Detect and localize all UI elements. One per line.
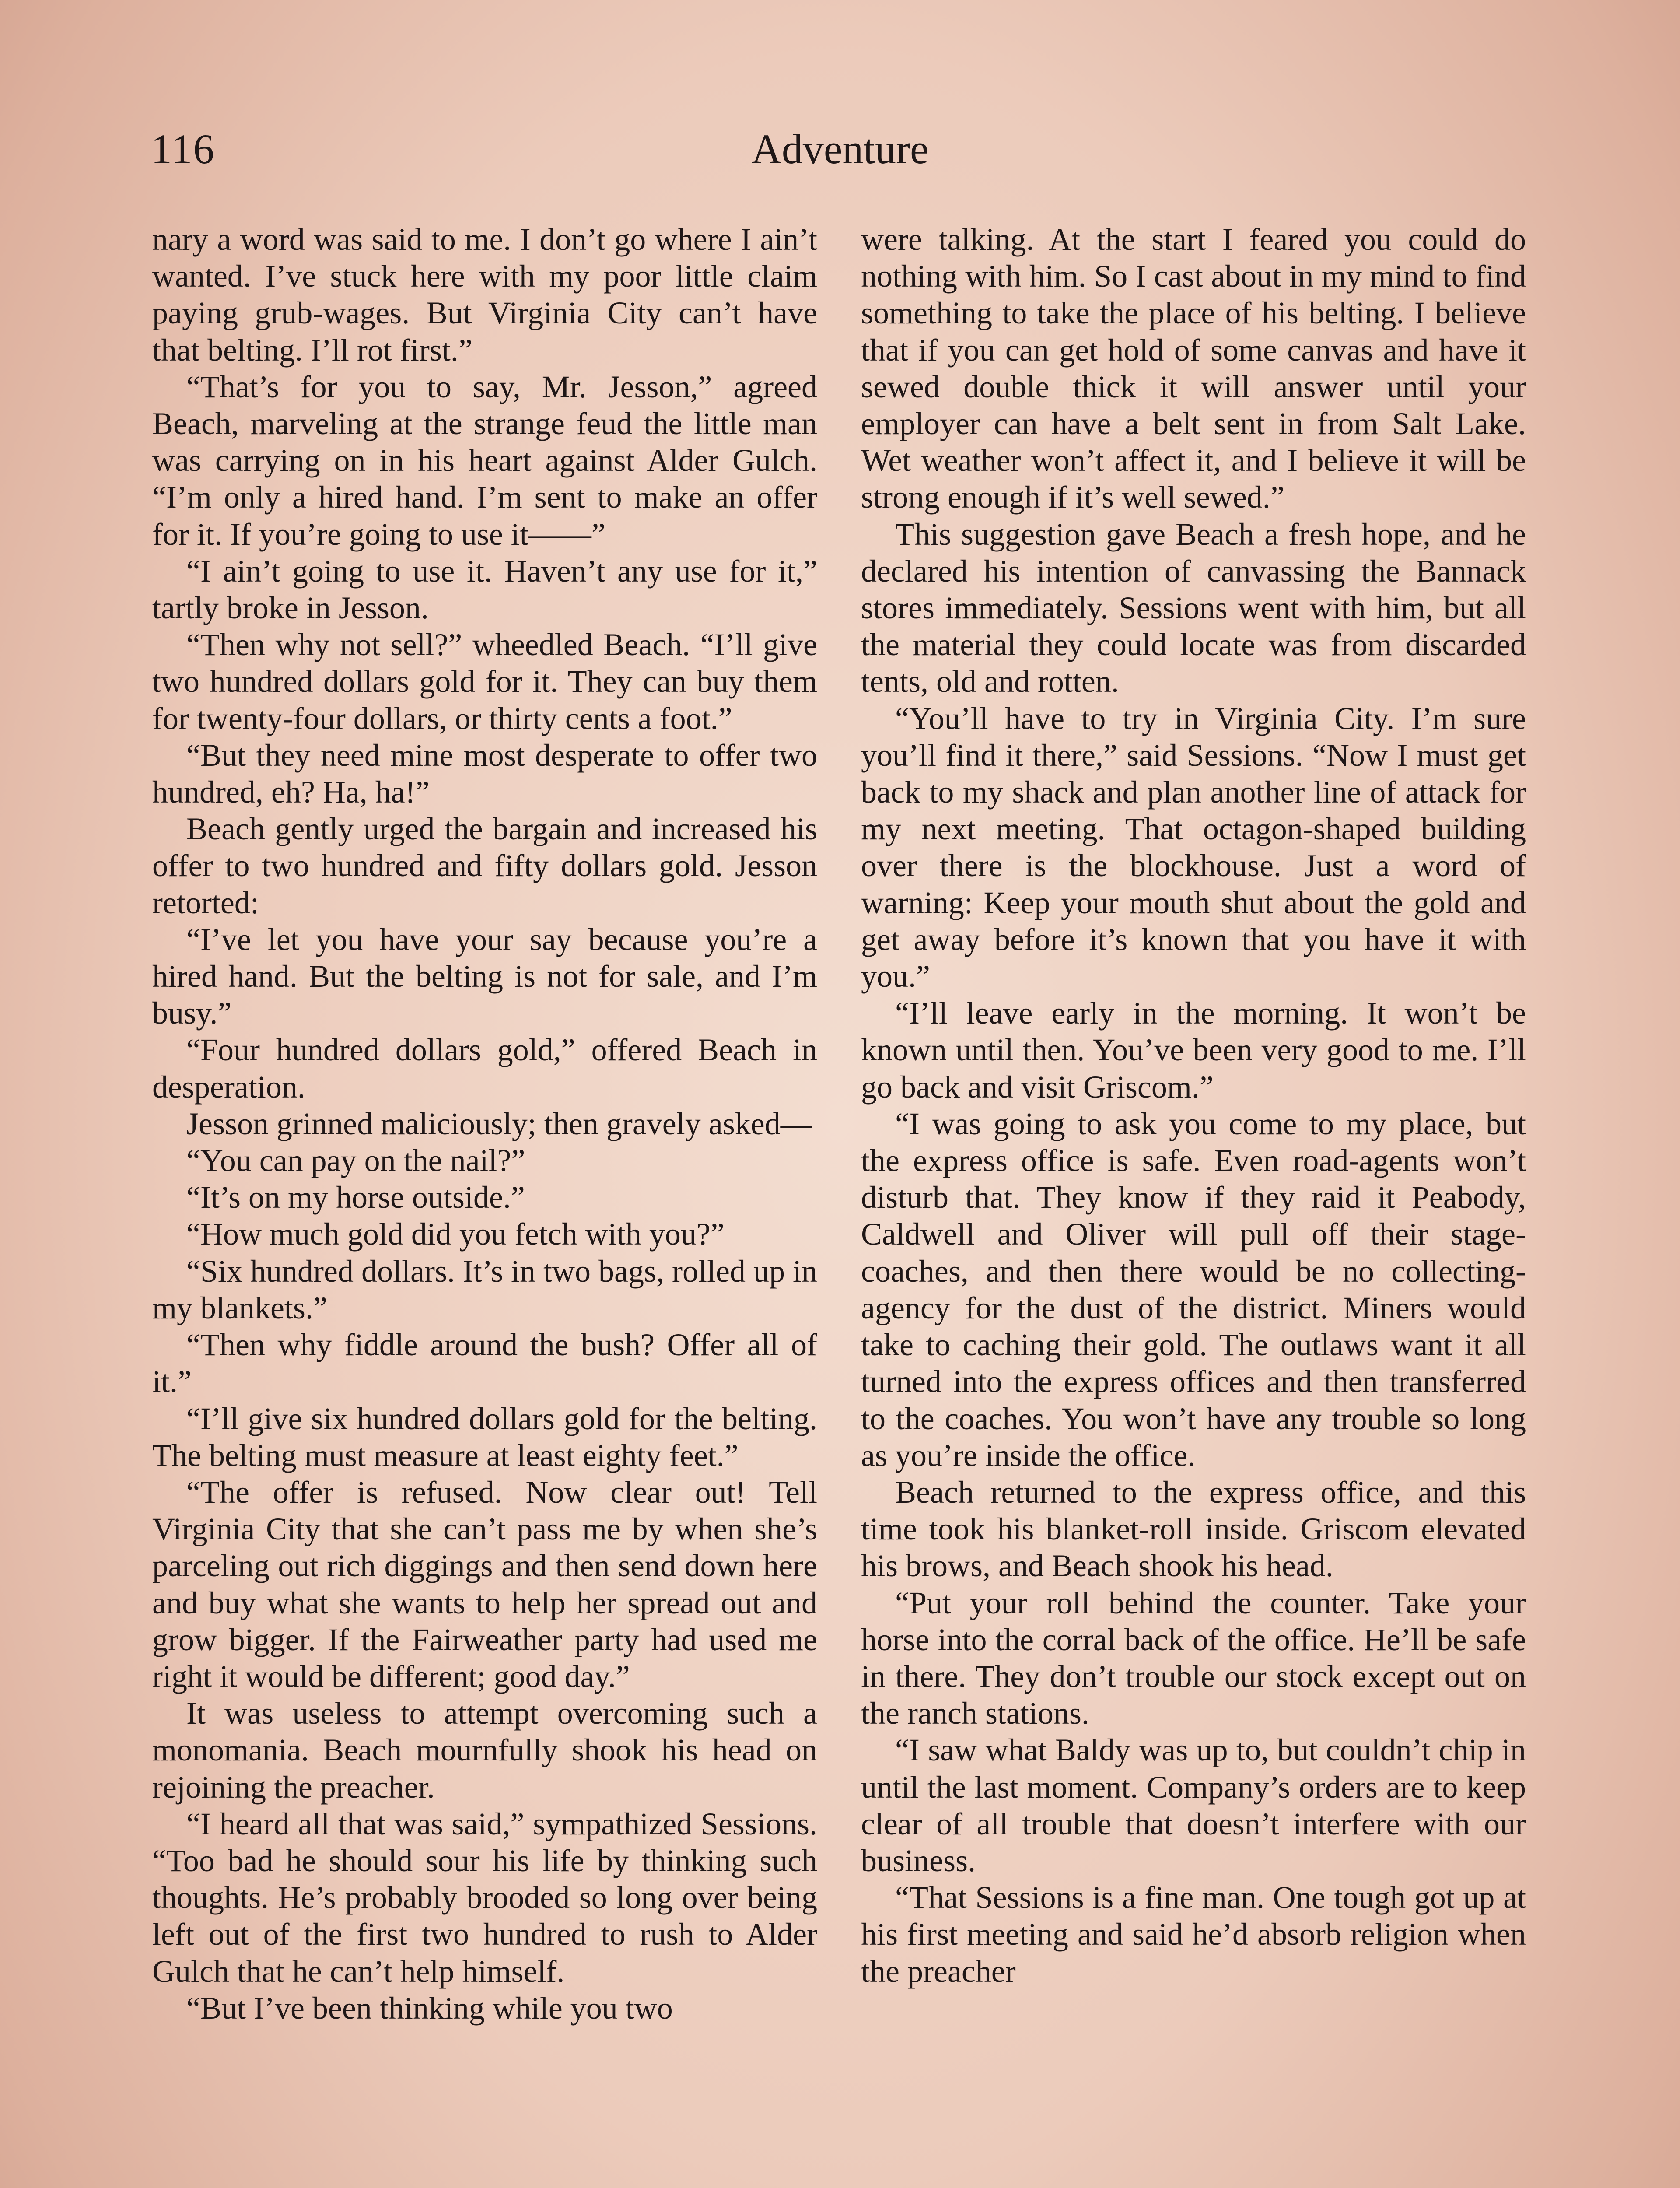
- paragraph: “But I’ve been thinking while you two: [186, 1990, 673, 2026]
- paragraph: Beach returned to the express office, and this time took his blanket-roll inside. Griscom elevated his brows, and Beach shook his head.: [861, 1474, 1526, 1584]
- paragraph: “But they need mine most desperate to offer two hundred, eh? Ha, ha!”: [152, 737, 817, 810]
- running-head-title: Adventure: [751, 126, 929, 172]
- paragraph: were talking. At the start I feared you could do nothing with him. So I cast about in my mind to find something to take the place of his belting. I believe that if you can get hold of some canvas and have it sewed double thick it will answer until your employer can have a belt sent in from Salt Lake. Wet weather won’t affect it, and I believe it will be strong enough if it’s well sewed.”: [861, 222, 1526, 515]
- paragraph: “I saw what Baldy was up to, but couldn’t chip in until the last moment. Company’s orders are to keep clear of all trouble that doesn’t interfere with our business.: [861, 1732, 1526, 1878]
- paragraph: “Six hundred dollars. It’s in two bags, rolled up in my blankets.”: [152, 1253, 817, 1325]
- paragraph: “You’ll have to try in Virginia City. I’m sure you’ll find it there,” said Sessions. “Now I must get back to my shack and plan another line of attack for my next meeting. That octagon-shaped building over there is the blockhouse. Just a word of warning: Keep your mouth shut about the gold and get away before it’s known that you have it with you.”: [861, 701, 1526, 994]
- paragraph: “I heard all that was said,” sympathized Sessions. “Too bad he should sour his life by thinking such thoughts. He’s probably brooded so long over being left out of the first two hundred to rush to Alder Gulch that he can’t help himself.: [152, 1806, 817, 1989]
- paragraph: “I’ve let you have your say because you’re a hired hand. But the belting is not for sale, and I’m busy.”: [152, 922, 817, 1031]
- paragraph: “How much gold did you fetch with you?”: [186, 1217, 724, 1252]
- paragraph: “That’s for you to say, Mr. Jesson,” agreed Beach, marveling at the strange feud the little man was carrying on in his heart against Alder Gulch. “I’m only a hired hand. I’m sent to make an offer for it. If you’re going to use it——”: [152, 369, 817, 552]
- paragraph: “The offer is refused. Now clear out! Tell Virginia City that she can’t pass me by when she’s parceling out rich diggings and then send down here and buy what she wants to help her spread out and grow bigger. If the Fairweather party had used me right it would be different; good day.”: [152, 1474, 817, 1694]
- paragraph: This suggestion gave Beach a fresh hope, and he declared his intention of canvassing the Bannack stores immediately. Sessions went with him, but all the material they could locate was from discarded tents, old and rotten.: [861, 516, 1526, 699]
- paragraph: “I ain’t going to use it. Haven’t any use for it,” tartly broke in Jesson.: [152, 553, 817, 626]
- paragraph: “Four hundred dollars gold,” offered Beach in desperation.: [152, 1032, 817, 1105]
- paragraph: “I’ll give six hundred dollars gold for the belting. The belting must measure at least eighty feet.”: [152, 1401, 817, 1473]
- paragraph: nary a word was said to me. I don’t go where I ain’t wanted. I’ve stuck here with my poor little claim paying grub-wages. But Virginia City can’t have that belting. I’ll rot first.”: [152, 222, 817, 368]
- left-text-column: [152, 221, 817, 2027]
- paragraph: “You can pay on the nail?”: [186, 1143, 525, 1178]
- paragraph: “I was going to ask you come to my place, but the express office is safe. Even road-agents won’t disturb that. They know if they raid it Peabody, Caldwell and Oliver will pull off their stage-coaches, and then there would be no collecting-agency for the dust of the district. Miners would take to caching their gold. The outlaws want it all turned into the express offices and then transferred to the coaches. You won’t have any trouble so long as you’re inside the office.: [861, 1106, 1526, 1473]
- paragraph: Jesson grinned maliciously; then gravely asked—: [186, 1106, 812, 1141]
- paragraph: “It’s on my horse outside.”: [186, 1180, 525, 1215]
- paragraph: Beach gently urged the bargain and increased his offer to two hundred and fifty dollars gold. Jesson retorted:: [152, 811, 817, 920]
- paragraph: “Then why fiddle around the bush? Offer all of it.”: [152, 1327, 817, 1399]
- paragraph: It was useless to attempt overcoming such a monomania. Beach mournfully shook his head on rejoining the preacher.: [152, 1696, 817, 1805]
- page-number: 116: [151, 126, 215, 172]
- paragraph: “That Sessions is a fine man. One tough got up at his first meeting and said he’d absorb religion when the preacher: [861, 1880, 1526, 1989]
- paragraph: “I’ll leave early in the morning. It won’t be known until then. You’ve been very good to me. I’ll go back and visit Griscom.”: [861, 996, 1526, 1105]
- paragraph: “Then why not sell?” wheedled Beach. “I’ll give two hundred dollars gold for it. They can buy them for twenty-four dollars, or thirty cents a foot.”: [152, 627, 817, 736]
- paragraph: “Put your roll behind the counter. Take your horse into the corral back of the office. He’ll be safe in there. They don’t trouble our stock except out on the ranch stations.: [861, 1585, 1526, 1731]
- right-text-column: [861, 221, 1526, 1990]
